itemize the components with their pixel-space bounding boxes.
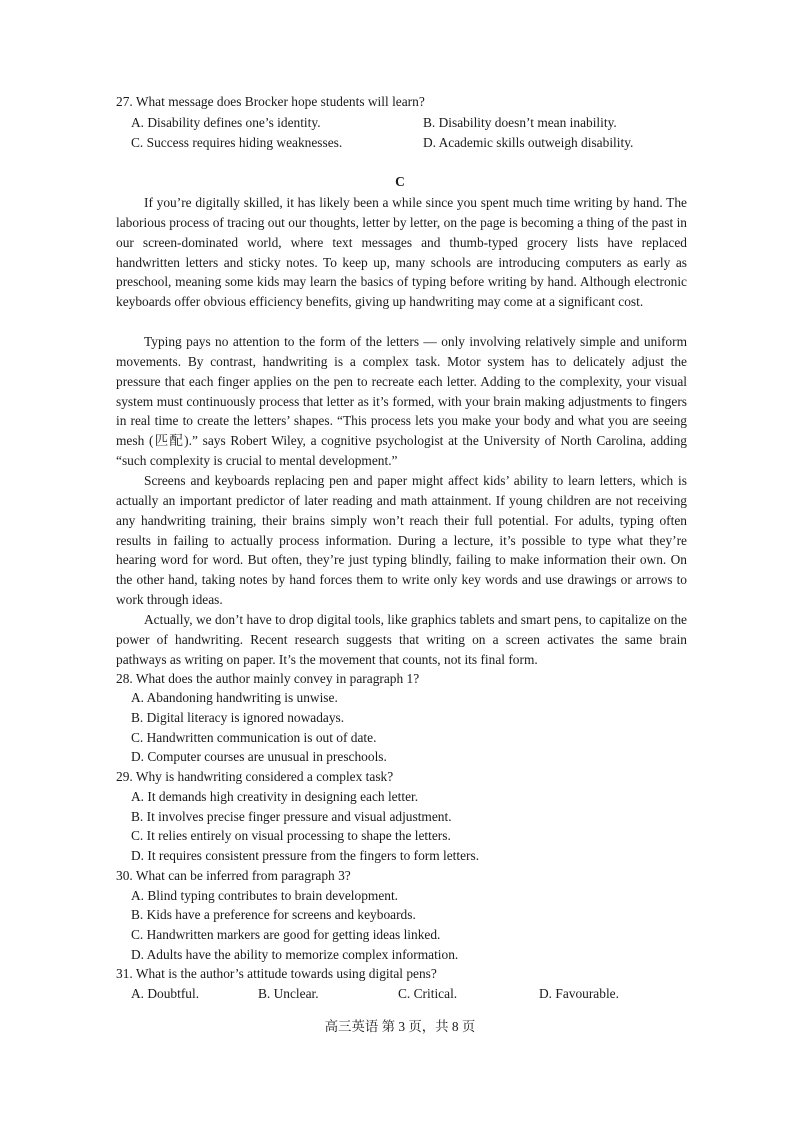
q27-option-a: A. Disability defines one’s identity. [131,115,321,130]
q27-option-b: B. Disability doesn’t mean inability. [423,115,617,130]
q27-option-d: D. Academic skills outweigh disability. [423,135,634,150]
q31-option-c: C. Critical. [398,986,458,1001]
q31-stem: 31. What is the author’s attitude towards using digital pens? [116,966,437,981]
passage-paragraph-2: Typing pays no attention to the form of the letters — only involving relatively simple and uniform movements. By contrast, handwriting is a complex task. Motor system has to delicately adjust the pressure that each finger applies on the pen to recreate each letter. Adding to the complexity, your visual system must continuously process that letter as it’s formed, with your brain making adjustments to fingers in real time to create the letters’ shapes. “This process lets you make your body and what you are seeing mesh (匹配).” says Robert Wiley, a cognitive psychologist at the University of North Carolina, adding “such complexity is crucial to mental development.” [116,334,687,469]
q28-option-c: C. Handwritten communication is out of date. [131,730,377,745]
page-footer: 高三英语 第 3 页，共 8 页 [324,1019,476,1034]
q28-option-a: A. Abandoning handwriting is unwise. [131,690,338,705]
q30-option-c: C. Handwritten markers are good for getting ideas linked. [131,927,441,942]
q30-option-b: B. Kids have a preference for screens and keyboards. [131,907,416,922]
passage-paragraph-3: Screens and keyboards replacing pen and paper might affect kids’ ability to learn letters, which is actually an important predictor of later reading and math attainment. If young children are not receiving any handwriting training, their brains simply won’t reach their full potential. For adults, typing often results in failing to actually process information. During a lecture, it’s possible to type what they’re hearing word for word. But often, they’re just typing blindly, failing to make information their own. On the other hand, taking notes by hand forces them to write only key words and use drawings or arrows to work through ideas. [116,473,687,608]
q28-stem: 28. What does the author mainly convey in paragraph 1? [116,671,420,686]
q29-option-b: B. It involves precise finger pressure and visual adjustment. [131,809,452,824]
q30-option-a: A. Blind typing contributes to brain development. [131,888,399,903]
q31-option-a: A. Doubtful. [131,986,200,1001]
q30-stem: 30. What can be inferred from paragraph 3? [116,868,351,883]
q29-stem: 29. Why is handwriting considered a complex task? [116,769,394,784]
section-heading: C [395,174,405,189]
q29-option-d: D. It requires consistent pressure from the fingers to form letters. [131,848,480,863]
q30-option-d: D. Adults have the ability to memorize complex information. [131,947,459,962]
passage-paragraph-1: If you’re digitally skilled, it has likely been a while since you spent much time writing by hand. The laborious process of tracing out our thoughts, letter by letter, on the page is becoming a thing of the past in our screen-dominated world, where text messages and thumb-typed grocery lists have replaced handwritten letters and sticky notes. To keep up, many schools are introducing computers as early as preschool, meaning some kids may learn the basics of typing before writing by hand. Although electronic keyboards offer obvious efficiency benefits, giving up handwriting may come at a significant cost. [116,195,687,310]
q31-option-d: D. Favourable. [539,986,619,1001]
q27-stem: 27. What message does Brocker hope students will learn? [116,94,425,109]
passage-paragraph-4: Actually, we don’t have to drop digital tools, like graphics tablets and smart pens, to capitalize on the power of handwriting. Recent research suggests that writing on a screen activates the same brain pathways as writing on paper. It’s the movement that counts, not its final form. [116,612,687,667]
q29-option-a: A. It demands high creativity in designing each letter. [131,789,419,804]
q27-option-c: C. Success requires hiding weaknesses. [131,135,343,150]
q31-option-b: B. Unclear. [258,986,319,1001]
q28-option-b: B. Digital literacy is ignored nowadays. [131,710,345,725]
q29-option-c: C. It relies entirely on visual processing to shape the letters. [131,828,451,843]
q28-option-d: D. Computer courses are unusual in preschools. [131,749,387,764]
